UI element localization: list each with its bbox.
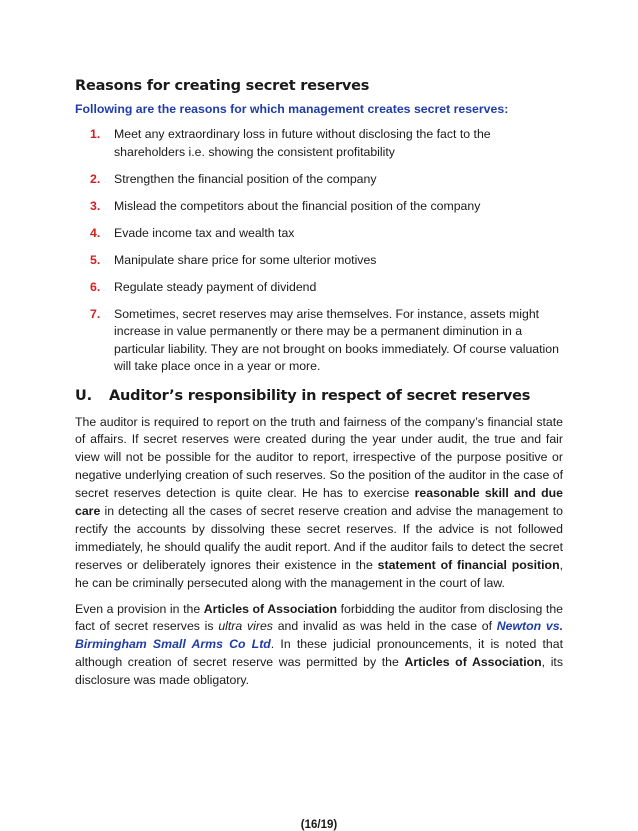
italic-run: ultra vires (218, 619, 273, 634)
bold-run: statement of financial position (377, 557, 560, 572)
list-item (75, 171, 563, 189)
page-number: (16/19) (300, 819, 338, 831)
list-text: Evade income tax and wealth tax (114, 225, 295, 240)
reasons-intro: Following are the reasons for which management creates secret reserves: (75, 102, 509, 116)
list-item (75, 279, 563, 297)
list-text: Sometimes, secret reserves may arise themselves. For instance, assets might increase in value permanently or there may be a permanent diminution in a particular liability. They are not brought on books immediately. Of course valuation will take place once in a year or more. (114, 306, 559, 373)
list-number: 2. (90, 171, 101, 186)
bold-run: reasonable skill and due care (75, 486, 563, 519)
list-number: 7. (90, 306, 101, 321)
text-run: . In these judicial pronouncements, it is noted that although creation of secret reserve was permitted by the (75, 637, 563, 670)
paragraph-auditor-duty (75, 414, 563, 593)
bold-run: Articles of Association (203, 601, 337, 616)
list-item (75, 126, 563, 161)
list-text: Manipulate share price for some ulterior motives (114, 252, 377, 267)
section-heading-auditor (75, 388, 563, 404)
list-item (75, 252, 563, 270)
list-text: Regulate steady payment of dividend (114, 279, 317, 294)
list-text: Meet any extraordinary loss in future without disclosing the fact to the shareholders i.e. showing the consistent profitability (114, 127, 491, 159)
list-item (75, 198, 563, 216)
list-text: Mislead the competitors about the financial position of the company (114, 198, 481, 213)
list-number: 6. (90, 279, 101, 294)
list-item (75, 306, 563, 376)
section-heading-reasons: Reasons for creating secret reserves (75, 78, 370, 94)
section-letter: U. (75, 387, 92, 404)
text-run: , he can be criminally persecuted along with the management in the court of law. (75, 557, 563, 590)
bold-run: Articles of Association (404, 655, 542, 670)
text-run: and invalid as was held in the case of (272, 619, 497, 634)
text-run: Even a provision in the (75, 601, 204, 616)
list-text: Strengthen the financial position of the company (114, 171, 377, 186)
text-run: forbidding the auditor from disclosing the fact of secret reserves is (75, 601, 564, 634)
text-run: in detecting all the cases of secret reserve creation and advise the management to rectify the accounts by dissolving these secret reserves. If the advice is not followed immediately, he should qualify the audit report. And if the auditor fails to detect the secret reserves or deliberately ignores their existence in the (75, 504, 563, 572)
text-run: The auditor is required to report on the truth and fairness of the company’s financial state of affairs. If secret reserves were created during the year under audit, the true and fair view will not be possible for the auditor to report, irrespective of the purpose positive or negative underlying creation of such reserves. So the position of the auditor in the case of secret reserves detection is quite clear. He has to exercise (75, 414, 563, 501)
list-number: 4. (90, 225, 101, 240)
case-citation: Newton vs. Birmingham Small Arms Co Ltd (75, 619, 563, 652)
list-number: 3. (90, 198, 101, 213)
list-item (75, 225, 563, 243)
paragraph-articles (75, 601, 563, 691)
section-title: Auditor’s responsibility in respect of secret reserves (109, 387, 531, 404)
document-page (75, 78, 563, 698)
text-run: , its disclosure was made obligatory. (75, 655, 563, 688)
list-number: 5. (90, 252, 101, 267)
list-number: 1. (90, 127, 101, 141)
reasons-list (75, 126, 563, 376)
